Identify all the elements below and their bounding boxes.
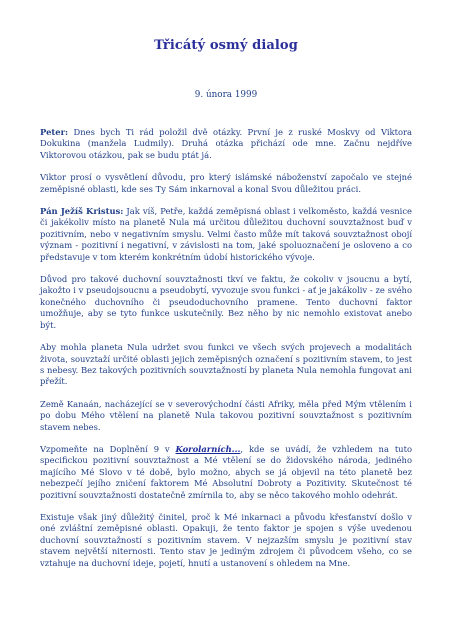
speaker-label: Pán Ježíš Kristus: <box>40 206 124 217</box>
paragraph-1 <box>40 127 412 161</box>
paragraph-7 <box>40 444 412 501</box>
korolarnich-link[interactable]: Korolarních... <box>175 443 241 454</box>
paragraph-text: , kde se uvádí, že vzhledem na tuto specifickou pozitivní souvztažnost a Mé vtělení se do židovského národa, jediného majícího Mé Slovo v té době, bylo možno, abych se já objevil na této planetě bez nebezpečí jejího zničení faktorem Mé Absolutní Dobroty a Pozitivity. Skutečnost té pozitivní souvztažnosti dostatečně zmírnila to, aby se něco takového mohlo odehrát. <box>40 443 412 500</box>
paragraph-3 <box>40 206 412 263</box>
paragraph-text: Jak víš, Petře, každá zeměpisná oblast i velkoměsto, každá vesnice či jakékoliv místo na planetě Nula má určitou důležitou duchovní souvztažnost buď v pozitivním, nebo v negativním smyslu. Velmi často může mít taková souvztažnost obojí význam - pozitivní i negativní, v závislosti na tom, jaké spoluoznačení je osloveno a co představuje v tom kterém konkrétním údobí historického vývoje. <box>40 206 412 262</box>
paragraph-text: Dnes bych Ti rád položil dvě otázky. První je z ruské Moskvy od Viktora Dokukina (manžela Ludmily). Druhá otázka přichází ode mne. Začnu nejdříve Viktorovou otázkou, pak se budu ptát já. <box>40 127 412 160</box>
speaker-label: Peter: <box>40 127 69 137</box>
document-title: Třicátý osmý dialog <box>154 38 298 53</box>
document-date: 9. února 1999 <box>194 90 258 100</box>
paragraph-5: Aby mohla planeta Nula udržet svou funkci ve všech svých projevech a modalitách života, souvztaží určité oblasti jejich zeměpisných označení s pozitivním stavem, to jest s nebesy. Bez takových pozitivních souvztažností by planeta Nula nemohla fungovat ani přežít. <box>40 342 412 387</box>
paragraph-6: Země Kanaán, nacházející se v severovýchodní části Afriky, měla před Mým vtělením i po dobu Mého vtělení na planetě Nula takovou pozitivní souvztažnost s pozitivním stavem nebes. <box>40 398 412 432</box>
paragraph-8: Existuje však jiný důležitý činitel, proč k Mé inkarnaci a původu křesťanství došlo v oné zvláštní zeměpisné oblasti. Opakuji, že tento faktor je spojen s výše uvedenou duchovní souvztažností s pozitivním stavem. V nejzazším smyslu je pozitivní stav stavem největší niternosti. Tento stav je jediným zdrojem či původcem všeho, co se vztahuje na duchovní ideje, pojetí, hnutí a ustanovení s ohledem na Mne. <box>40 511 412 568</box>
paragraph-2: Viktor prosí o vysvětlení důvodu, pro který islámské náboženství započalo ve stejné zeměpisné oblasti, kde ses Ty Sám inkarnoval a konal Svou důležitou práci. <box>40 172 412 194</box>
paragraph-4: Důvod pro takové duchovní souvztažnosti tkví ve faktu, že cokoliv v jsoucnu a bytí, jakožto i v pseudojsoucnu a pseudobytí, vyvozuje svou funkci - ať je jakákoliv - ze svého konečného duchovního či pseudoduchovního pramene. Tento duchovní faktor umožňuje, aby se tyto funkce uskutečnily. Bez něho by nic nemohlo existovat anebo být. <box>40 274 412 330</box>
paragraph-text: Vzpomeňte na Doplnění 9 v <box>40 443 176 454</box>
